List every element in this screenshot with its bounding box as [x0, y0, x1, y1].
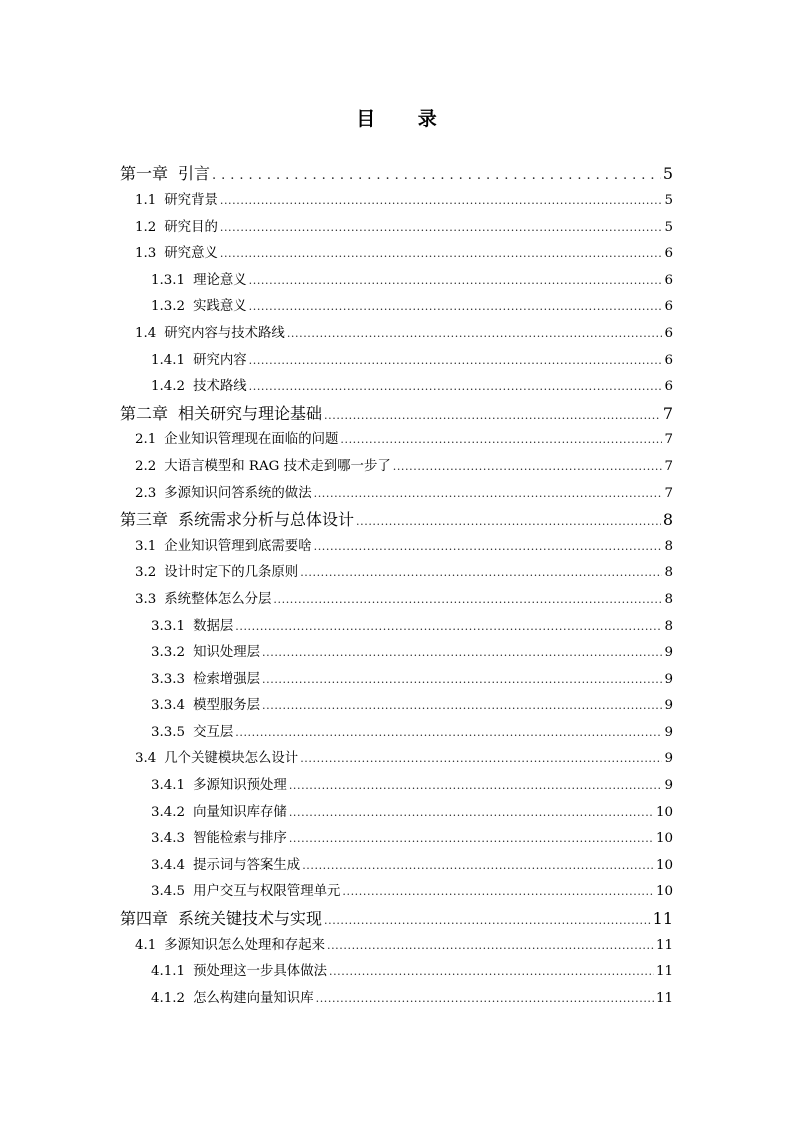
dot-leader — [235, 720, 662, 747]
toc-entry-page-number: 7 — [664, 485, 673, 501]
toc-entry-number: 1.4 — [135, 325, 157, 341]
toc-entry-label: 研究背景 — [164, 193, 218, 208]
toc-entry-label: 实践意义 — [193, 299, 247, 315]
dot-leader — [235, 614, 662, 641]
toc-entry-number: 第一章 — [120, 164, 169, 183]
toc-entry-page-number: 5 — [664, 193, 673, 208]
dot-leader — [287, 321, 663, 348]
toc-entry[interactable] — [120, 800, 673, 827]
toc-entry-page-number: 5 — [662, 164, 673, 183]
toc-entry-number: 1.4.2 — [151, 379, 186, 395]
dot-leader — [220, 215, 663, 242]
dot-leader — [356, 509, 661, 536]
toc-entry-number: 3.1 — [135, 538, 157, 554]
dot-leader — [316, 986, 654, 1013]
dot-leader — [324, 908, 651, 935]
toc-entry[interactable] — [120, 773, 673, 800]
toc-entry-page-number: 7 — [662, 403, 673, 423]
toc-entry-number: 4.1.1 — [151, 964, 186, 980]
toc-entry-page-number: 9 — [664, 778, 673, 794]
toc-entry-number: 4.1 — [135, 937, 157, 953]
toc-entry[interactable] — [120, 746, 673, 773]
toc-entry[interactable] — [120, 853, 673, 880]
toc-entry-number: 3.4.4 — [151, 857, 186, 873]
toc-entry[interactable] — [120, 693, 673, 720]
toc-entry-label: 向量知识库存储 — [193, 804, 287, 820]
toc-entry[interactable] — [120, 560, 673, 587]
toc-entry[interactable] — [120, 587, 673, 614]
toc-entry-page-number: 8 — [664, 618, 673, 634]
toc-entry-label: 企业知识管理到底需要啥 — [164, 538, 312, 554]
dot-leader — [249, 348, 663, 375]
toc-entry[interactable] — [120, 374, 673, 401]
toc-entry-number: 1.4.1 — [151, 352, 186, 368]
toc-entry-page-number: 11 — [652, 909, 673, 929]
toc-entry-page-number: 6 — [664, 299, 673, 315]
toc-entry-page-number: 9 — [664, 645, 673, 661]
toc-entry[interactable] — [120, 215, 673, 242]
dot-leader — [289, 826, 654, 853]
dot-leader — [302, 853, 654, 880]
dot-leader — [340, 427, 662, 454]
toc-entry[interactable] — [120, 241, 673, 268]
toc-entry-number: 第三章 — [120, 510, 169, 530]
toc-entry[interactable] — [120, 959, 673, 986]
dot-leader — [342, 879, 654, 906]
toc-entry-number: 3.4 — [135, 751, 157, 767]
toc-entry-page-number: 8 — [664, 591, 673, 607]
toc-entry-page-number: 9 — [664, 724, 673, 740]
toc-entry-number: 1.3.2 — [151, 299, 186, 315]
toc-entry-label: 理论意义 — [193, 272, 247, 288]
toc-entry-label: 系统需求分析与总体设计 — [178, 510, 355, 530]
toc-entry-number: 1.3.1 — [151, 272, 186, 288]
toc-entry-number: 4.1.2 — [151, 990, 186, 1006]
toc-entry-number: 2.1 — [135, 432, 157, 448]
toc-entry[interactable] — [120, 160, 673, 188]
toc-entry[interactable] — [120, 933, 673, 960]
toc-entry[interactable] — [120, 294, 673, 321]
toc-entry-page-number: 9 — [664, 698, 673, 714]
toc-entry[interactable] — [120, 401, 673, 428]
toc-entry-number: 第二章 — [120, 403, 169, 423]
toc-entry-label: 几个关键模块怎么设计 — [164, 751, 299, 767]
dot-leader — [273, 587, 662, 614]
toc-entry-page-number: 6 — [664, 325, 673, 341]
toc-entry[interactable] — [120, 348, 673, 375]
dot-leader — [262, 667, 662, 694]
toc-entry-page-number: 6 — [664, 272, 673, 288]
toc-entry[interactable] — [120, 720, 673, 747]
toc-entry-label: 智能检索与排序 — [193, 831, 287, 847]
toc-entry-page-number: 10 — [655, 857, 673, 873]
toc-entry[interactable] — [120, 427, 673, 454]
toc-entry[interactable] — [120, 481, 673, 508]
toc-entry-label: 多源知识问答系统的做法 — [164, 485, 312, 501]
toc-entry-page-number: 9 — [664, 671, 673, 687]
dot-leader — [300, 746, 662, 773]
dot-leader — [262, 693, 662, 720]
toc-entry-page-number: 8 — [664, 565, 673, 581]
dot-leader — [220, 241, 663, 268]
toc-entry-label: 设计时定下的几条原则 — [164, 565, 299, 581]
toc-entry-label: 企业知识管理现在面临的问题 — [164, 432, 339, 448]
toc-entry-page-number: 10 — [655, 831, 673, 847]
toc-entry-number: 1.3 — [135, 246, 157, 262]
toc-entry-number: 3.3.4 — [151, 698, 186, 714]
toc-entry-number: 1.2 — [135, 219, 157, 235]
toc-entry-page-number: 5 — [664, 219, 673, 235]
toc-entry-page-number: 9 — [664, 751, 673, 767]
toc-entry[interactable] — [120, 454, 673, 481]
toc-entry-label: 怎么构建向量知识库 — [193, 990, 314, 1006]
toc-entry[interactable] — [120, 826, 673, 853]
dot-leader — [324, 403, 661, 430]
toc-entry-label: 系统整体怎么分层 — [164, 591, 272, 607]
toc-entry-label: 用户交互与权限管理单元 — [193, 884, 341, 900]
dot-leader — [327, 933, 654, 960]
dot-leader — [314, 534, 663, 561]
toc-entry[interactable] — [120, 640, 673, 667]
toc-entry-label: 多源知识怎么处理和存起来 — [164, 937, 325, 953]
toc-entry[interactable] — [120, 268, 673, 295]
toc-entry-label: 技术路线 — [193, 379, 247, 395]
table-of-contents — [120, 160, 673, 1012]
dot-leader — [249, 294, 663, 321]
toc-entry[interactable] — [120, 614, 673, 641]
toc-entry[interactable] — [120, 321, 673, 348]
toc-entry-page-number: 10 — [655, 804, 673, 820]
toc-entry-page-number: 8 — [664, 538, 673, 554]
toc-entry-label: 模型服务层 — [193, 698, 261, 714]
toc-entry-label: 数据层 — [193, 618, 234, 634]
toc-entry-page-number: 6 — [664, 246, 673, 262]
toc-entry-label: 研究意义 — [164, 246, 218, 262]
dot-leader — [393, 454, 663, 481]
toc-entry-label: 检索增强层 — [193, 671, 261, 687]
toc-entry-number: 3.3 — [135, 591, 157, 607]
toc-entry-page-number: 6 — [664, 379, 673, 395]
toc-entry-page-number: 11 — [655, 937, 673, 953]
toc-entry-page-number: 11 — [655, 964, 673, 980]
toc-entry-label: 大语言模型和 RAG 技术走到哪一步了 — [164, 458, 391, 474]
toc-entry-number: 3.2 — [135, 565, 157, 581]
toc-entry-number: 3.4.3 — [151, 831, 186, 847]
toc-title: 目 录 — [356, 108, 455, 130]
toc-entry-page-number: 7 — [664, 458, 673, 474]
toc-entry-number: 2.2 — [135, 458, 157, 474]
toc-entry-page-number: 11 — [655, 990, 673, 1006]
toc-entry[interactable] — [120, 906, 673, 933]
toc-entry-number: 2.3 — [135, 485, 157, 501]
dot-leader — [249, 268, 663, 295]
toc-entry[interactable] — [120, 667, 673, 694]
dot-leader — [249, 374, 663, 401]
toc-entry-page-number: 10 — [655, 884, 673, 900]
dot-leader — [289, 773, 663, 800]
dot-leader — [262, 640, 662, 667]
dot-leader — [300, 560, 662, 587]
toc-entry[interactable] — [120, 879, 673, 906]
toc-entry-label: 系统关键技术与实现 — [178, 909, 323, 929]
toc-entry-label: 研究内容与技术路线 — [164, 325, 285, 341]
toc-entry-number: 第四章 — [120, 909, 169, 929]
dot-leader — [220, 188, 663, 215]
toc-entry-page-number: 6 — [664, 352, 673, 368]
dot-leader — [289, 800, 654, 827]
toc-entry-label: 相关研究与理论基础 — [178, 403, 323, 423]
toc-entry-page-number: 8 — [662, 510, 673, 530]
toc-entry-number: 3.3.2 — [151, 645, 186, 661]
toc-entry-number: 1.1 — [135, 193, 157, 208]
toc-entry[interactable] — [120, 507, 673, 534]
toc-entry[interactable] — [120, 534, 673, 561]
dot-leader — [212, 162, 661, 190]
dot-leader — [329, 959, 654, 986]
toc-entry-page-number: 7 — [664, 432, 673, 448]
toc-entry-number: 3.4.1 — [151, 778, 186, 794]
toc-entry-label: 研究目的 — [164, 219, 218, 235]
toc-entry-number: 3.3.3 — [151, 671, 186, 687]
toc-entry-label: 交互层 — [193, 724, 234, 740]
toc-entry-label: 知识处理层 — [193, 645, 261, 661]
toc-entry[interactable] — [120, 986, 673, 1013]
toc-entry-label: 预处理这一步具体做法 — [193, 964, 327, 980]
toc-entry-label: 提示词与答案生成 — [193, 857, 301, 873]
toc-entry-number: 3.3.1 — [151, 618, 186, 634]
toc-entry-number: 3.4.2 — [151, 804, 186, 820]
dot-leader — [314, 481, 663, 508]
toc-entry-label: 多源知识预处理 — [193, 778, 287, 794]
toc-entry-number: 3.4.5 — [151, 884, 186, 900]
toc-entry[interactable] — [120, 188, 673, 215]
toc-entry-label: 研究内容 — [193, 352, 247, 368]
toc-entry-number: 3.3.5 — [151, 724, 186, 740]
toc-entry-label: 引言 — [178, 164, 211, 183]
